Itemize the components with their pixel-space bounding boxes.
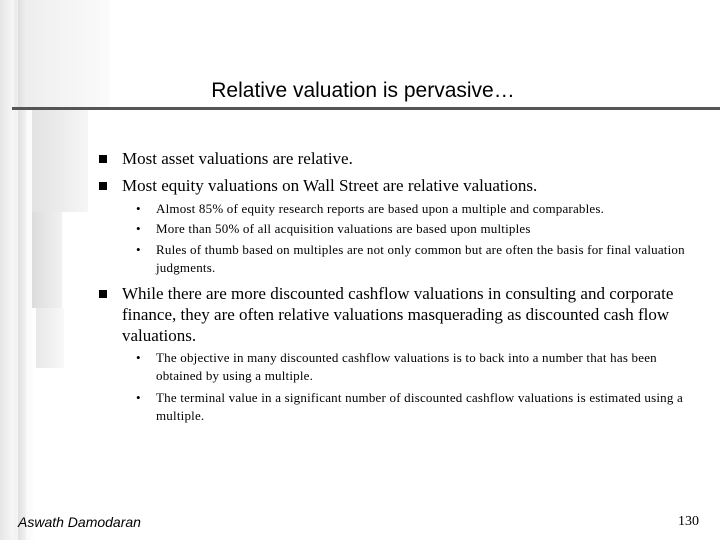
page-number: 130 xyxy=(678,514,699,529)
sub-bullet-item: The objective in many discounted cashflow valuations is to back into a number that has been obtained by using a multiple. xyxy=(156,350,657,383)
sub-bullet-icon: • xyxy=(136,242,141,257)
sub-bullet-icon: • xyxy=(136,390,141,405)
bullet-item: Most equity valuations on Wall Street are relative valuations. xyxy=(122,176,538,195)
decorative-bar xyxy=(32,108,88,212)
sub-bullet-icon: • xyxy=(136,350,141,365)
sub-bullet-item: The terminal value in a significant number of discounted cashflow valuations is estimated using a multiple. xyxy=(156,390,683,423)
slide-title: Relative valuation is pervasive… xyxy=(211,79,515,102)
title-divider xyxy=(12,107,720,110)
square-bullet-icon xyxy=(99,290,107,298)
decorative-bar xyxy=(36,308,64,368)
sub-bullet-item: More than 50% of all acquisition valuations are based upon multiples xyxy=(156,221,531,236)
sub-bullet-item: Rules of thumb based on multiples are not only common but are often the basis for final valuation judgments. xyxy=(156,242,685,275)
bullet-item: Most asset valuations are relative. xyxy=(122,149,353,168)
square-bullet-icon xyxy=(99,155,107,163)
bullet-item: While there are more discounted cashflow valuations in consulting and corporate finance, they are often relative valuations masquerading as discounted cash flow valuations. xyxy=(122,284,674,345)
sub-bullet-icon: • xyxy=(136,201,141,216)
square-bullet-icon xyxy=(99,182,107,190)
decorative-bar xyxy=(32,212,62,308)
footer-author: Aswath Damodaran xyxy=(18,514,141,530)
sub-bullet-item: Almost 85% of equity research reports are based upon a multiple and comparables. xyxy=(156,201,605,216)
sub-bullet-icon: • xyxy=(136,221,141,236)
